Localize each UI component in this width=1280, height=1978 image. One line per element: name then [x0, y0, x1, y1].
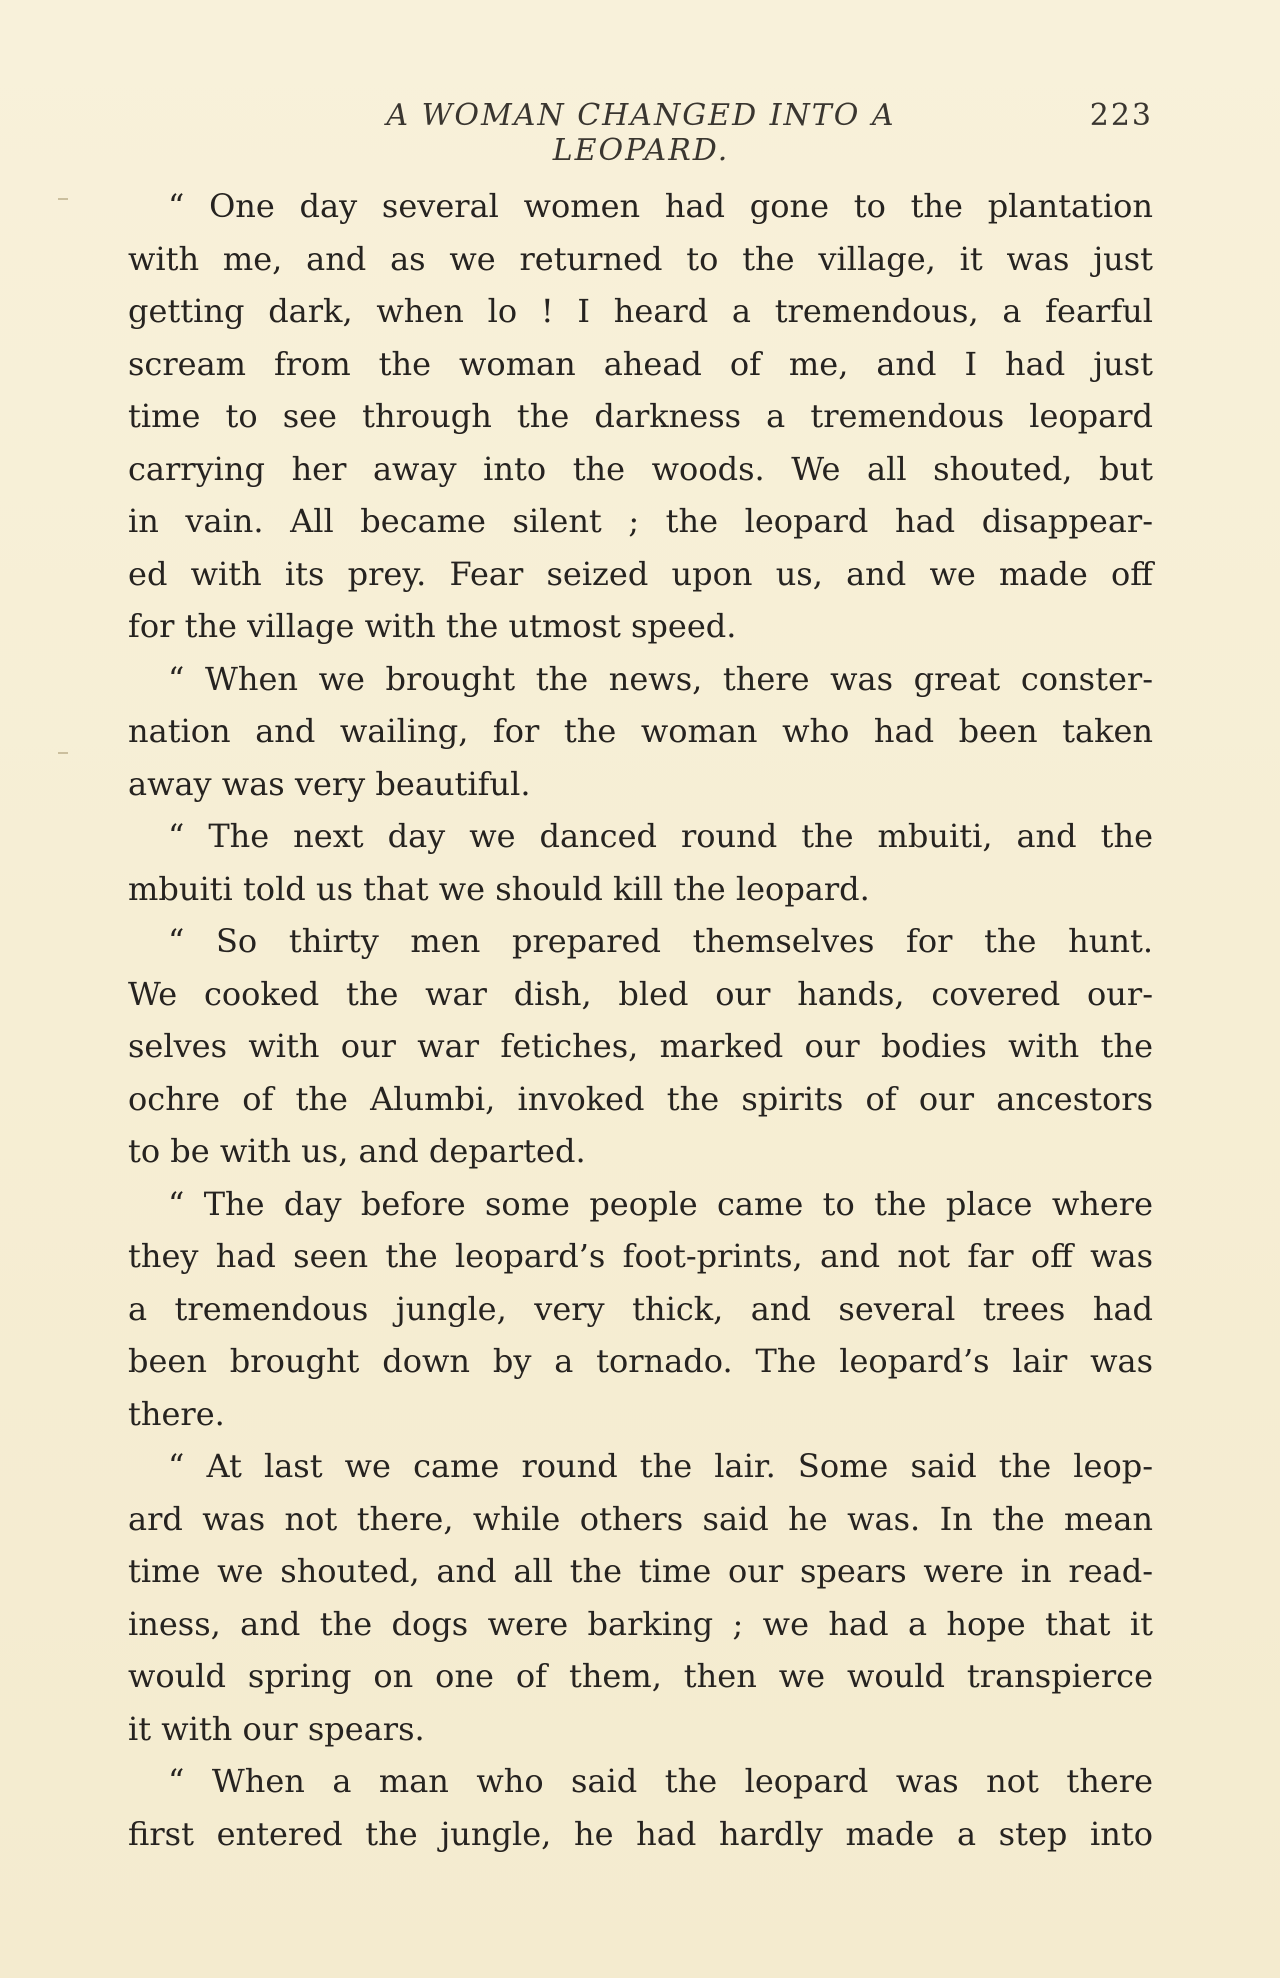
margin-mark	[58, 198, 68, 200]
text-line: been brought down by a tornado. The leopard’s lair was	[128, 1342, 1153, 1380]
margin-mark	[58, 752, 68, 754]
text-line: getting dark, when lo ! I heard a tremendous, a fearful	[128, 292, 1153, 330]
text-line: mbuiti told us that we should kill the leopard.	[128, 869, 870, 908]
text-line: selves with our war fetiches, marked our bodies with the	[128, 1027, 1153, 1065]
text-line: ochre of the Alumbi, invoked the spirits of our ancestors	[128, 1079, 1153, 1118]
text-line: they had seen the leopard’s foot-prints, and not far off was	[128, 1237, 1153, 1275]
text-line: “ When we brought the news, there was great conster-	[168, 659, 1153, 698]
text-line: scream from the woman ahead of me, and I had just	[128, 344, 1153, 383]
text-line: in vain. All became silent ; the leopard had disappear-	[128, 502, 1153, 540]
text-line: it with our spears.	[128, 1709, 425, 1748]
text-line: time we shouted, and all the time our spears were in read-	[128, 1552, 1153, 1590]
text-line: “ At last we came round the lair. Some said the leop-	[168, 1447, 1153, 1485]
text-line: with me, and as we returned to the village, it was just	[128, 239, 1153, 278]
page-header	[128, 98, 1153, 168]
text-line: first entered the jungle, he had hardly made a step into	[128, 1814, 1153, 1853]
text-line: for the village with the utmost speed.	[128, 607, 737, 645]
text-line: We cooked the war dish, bled our hands, covered our-	[128, 974, 1153, 1013]
text-line: ard was not there, while others said he was. In the mean	[128, 1499, 1153, 1538]
text-line: “ The day before some people came to the place where	[168, 1184, 1153, 1223]
text-line: time to see through the darkness a tremendous leopard	[128, 397, 1153, 435]
text-line: carrying her away into the woods. We all shouted, but	[128, 449, 1153, 488]
text-line: a tremendous jungle, very thick, and several trees had	[128, 1289, 1153, 1328]
text-line: to be with us, and departed.	[128, 1132, 586, 1170]
text-line: “ So thirty men prepared themselves for the hunt.	[168, 922, 1153, 960]
text-line: “ One day several women had gone to the plantation	[168, 187, 1153, 225]
text-line: “ When a man who said the leopard was not there	[168, 1762, 1153, 1800]
page-number: 223	[1089, 98, 1153, 133]
running-title: A WOMAN CHANGED INTO A LEOPARD.	[386, 98, 896, 168]
text-line: away was very beautiful.	[128, 764, 531, 803]
text-line: iness, and the dogs were barking ; we had a hope that it	[128, 1604, 1153, 1643]
body-text	[128, 180, 1153, 1860]
text-line: would spring on one of them, then we would transpierce	[128, 1657, 1153, 1695]
text-line: nation and wailing, for the woman who had been taken	[128, 712, 1153, 750]
text-line: “ The next day we danced round the mbuiti, and the	[168, 817, 1153, 855]
text-line: ed with its prey. Fear seized upon us, and we made off	[128, 554, 1153, 593]
text-line: there.	[128, 1394, 225, 1433]
